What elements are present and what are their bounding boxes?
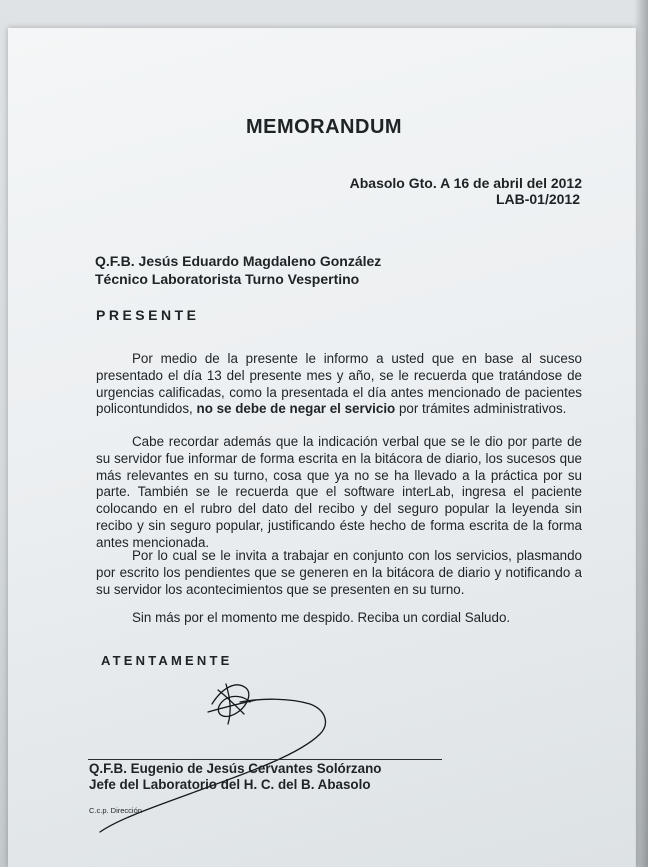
paragraph-1-end: por trámites administrativos.: [395, 401, 567, 417]
signature-line: [88, 759, 442, 760]
valediction: ATENTAMENTE: [101, 653, 233, 668]
page-shadow: [634, 0, 648, 867]
memo-title: MEMORANDUM: [245, 116, 403, 138]
salutation: PRESENTE: [96, 307, 200, 323]
paragraph-3: Por lo cual se le invita a trabajar en conjunto con los servicios, plasmando por escrito los pendientes que se generen en la bitácora de diario y notificando a su servidor los acontecimientos que se presenten en su turno.: [96, 548, 582, 597]
signer-role: Jefe del Laboratorio del H. C. del B. Abasolo: [89, 777, 371, 792]
recipient-name: Q.F.B. Jesús Eduardo Magdaleno González: [95, 253, 382, 269]
paragraph-2: Cabe recordar además que la indicación verbal que se le dio por parte de su servidor fue informar de forma escrita en la bitácora de diario, los sucesos que más relevantes en su turno, cosa que ya no se ha llevado a la práctica por su parte. También se le recuerda que el software interLab, ingresa el paciente colocando en el rubro del dato del recibo y del seguro popular la leyenda sin recibo y sin seguro popular, justificando éste hecho de forma escrita de la forma antes mencionada.: [96, 434, 582, 550]
paragraph-1-start: Por medio de la presente le informo a usted que en base al suceso presentado el día 13 del presente mes y año, se le recuerda que tratándose de urgencias calificadas, como la presentada el día antes mencionado de pacientes policontundidos,: [96, 351, 582, 417]
paragraph-1-bold: no se debe de negar el servicio: [196, 401, 396, 417]
closing-line: Sin más por el momento me despido. Reciba un cordial Saludo.: [132, 610, 511, 625]
signer-name: Q.F.B. Eugenio de Jesús Cervantes Solórzano: [89, 761, 382, 776]
ccp-note: C.c.p. Dirección: [89, 806, 142, 815]
place-date: Abasolo Gto. A 16 de abril del 2012: [349, 175, 582, 191]
reference-code: LAB-01/2012: [495, 191, 580, 207]
recipient-role: Técnico Laboratorista Turno Vespertino: [95, 271, 360, 287]
